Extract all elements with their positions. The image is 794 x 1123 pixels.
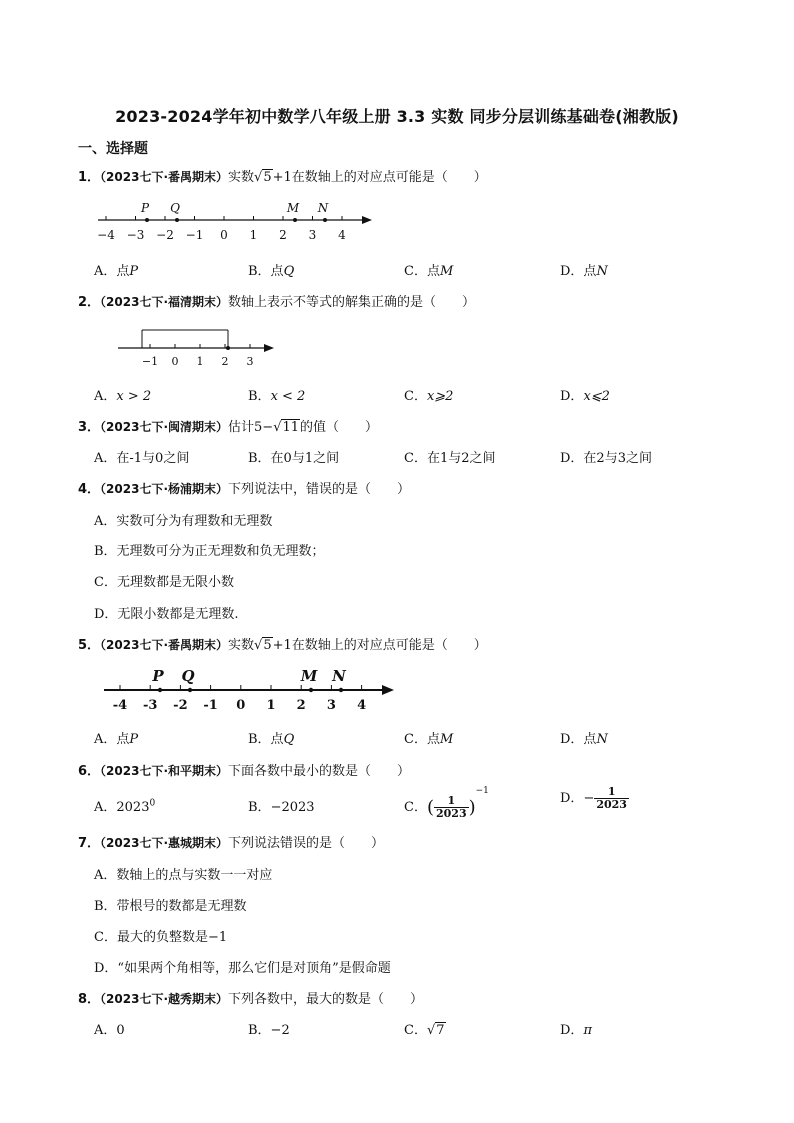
option-c[interactable] bbox=[404, 260, 453, 279]
question-text: 下列说法中，错误的是（ ） bbox=[228, 482, 411, 497]
option-value: N bbox=[596, 732, 608, 747]
option-label: C．点 bbox=[404, 264, 440, 279]
axis-tick-label: 3 bbox=[246, 355, 254, 368]
option-value: x⩾2 bbox=[426, 389, 454, 404]
option-a[interactable]: A．数轴上的点与实数一一对应 bbox=[94, 868, 273, 883]
option-label: C． bbox=[404, 800, 427, 815]
option-value: P bbox=[129, 732, 139, 747]
point-label: M bbox=[286, 201, 300, 215]
option-b[interactable]: B．带根号的数都是无理数 bbox=[94, 899, 247, 914]
option-a[interactable]: A．0 bbox=[94, 1023, 125, 1038]
option-label: B． bbox=[248, 389, 271, 404]
question-4 bbox=[78, 478, 410, 497]
question-number: 2． bbox=[78, 295, 101, 310]
question-1 bbox=[78, 166, 487, 185]
axis-tick-label: 2 bbox=[296, 698, 306, 713]
option-a[interactable]: A．在-1与0之间 bbox=[94, 451, 190, 466]
question-text: +1在数轴上的对应点可能是（ ） bbox=[272, 170, 487, 185]
option-value: −2023 bbox=[270, 800, 315, 815]
axis-tick-label: -1 bbox=[203, 698, 218, 713]
point-label: P bbox=[140, 201, 150, 215]
axis-tick-label: 0 bbox=[236, 698, 246, 713]
number-line-q5 bbox=[100, 664, 400, 714]
radicand: 7 bbox=[436, 1023, 445, 1038]
fraction-numerator: 1 bbox=[434, 795, 469, 808]
axis-tick-label: 1 bbox=[249, 228, 258, 242]
point-marker bbox=[188, 688, 192, 692]
axis-tick-label: 2 bbox=[279, 228, 287, 242]
option-label: D． bbox=[560, 1023, 584, 1038]
question-source: （2023七下·闽清期末） bbox=[100, 420, 229, 434]
option-b[interactable] bbox=[248, 385, 305, 404]
option-label: B． bbox=[248, 800, 271, 815]
question-number: 6． bbox=[78, 764, 101, 779]
axis-tick-label: 1 bbox=[266, 698, 276, 713]
fraction-denominator: 2023 bbox=[596, 798, 627, 811]
question-text: 下列说法错误的是（ ） bbox=[228, 836, 385, 851]
option-a[interactable] bbox=[94, 260, 138, 279]
axis-tick-label: 0 bbox=[220, 228, 228, 242]
option-value: x < 2 bbox=[270, 389, 306, 404]
option-c[interactable]: C．( $\frac{1}{2023}$ )$^{-1}$ bbox=[404, 786, 489, 820]
radicand: 5 bbox=[263, 170, 272, 185]
power-exponent: 0 bbox=[149, 798, 156, 809]
option-b[interactable] bbox=[248, 260, 294, 279]
option-label: D． bbox=[560, 389, 584, 404]
option-c[interactable]: C．最大的负整数是−1 bbox=[94, 930, 228, 945]
sqrt-symbol: √5 bbox=[254, 638, 272, 653]
point-marker bbox=[309, 688, 313, 692]
question-7 bbox=[78, 832, 384, 851]
option-c[interactable] bbox=[404, 1019, 446, 1038]
axis-tick-label: −1 bbox=[185, 228, 204, 242]
option-label: B．点 bbox=[248, 732, 284, 747]
axis-tick-label: 4 bbox=[338, 228, 346, 242]
question-source: （2023七下·杨浦期末） bbox=[100, 482, 229, 496]
question-text: 实数 bbox=[228, 170, 255, 185]
question-source: （2023七下·惠城期末） bbox=[100, 836, 229, 850]
minus-sign: − bbox=[583, 791, 595, 806]
option-b[interactable]: B．−2 bbox=[248, 1023, 290, 1038]
option-d[interactable]: D．“如果两个角相等，那么它们是对顶角”是假命题 bbox=[94, 961, 391, 976]
option-d[interactable] bbox=[560, 1019, 592, 1038]
option-label: B．点 bbox=[248, 264, 284, 279]
sqrt-symbol: √7 bbox=[426, 1023, 445, 1038]
question-6 bbox=[78, 760, 410, 779]
axis-tick-label: 1 bbox=[196, 355, 204, 368]
power-base: 2023 bbox=[116, 800, 150, 815]
option-d[interactable] bbox=[560, 786, 629, 811]
fraction bbox=[594, 786, 629, 811]
option-value: π bbox=[583, 1023, 592, 1038]
option-label: A． bbox=[94, 389, 117, 404]
axis-tick-label: 3 bbox=[308, 228, 317, 242]
question-source: （2023七下·番禺期末） bbox=[100, 638, 229, 652]
question-2 bbox=[78, 291, 475, 310]
question-8 bbox=[78, 988, 423, 1007]
option-label: C． bbox=[404, 1023, 427, 1038]
option-d[interactable] bbox=[560, 260, 608, 279]
question-number: 7． bbox=[78, 836, 101, 851]
option-label: D． bbox=[560, 791, 584, 806]
question-source: （2023七下·和平期末） bbox=[100, 764, 229, 778]
question-source: （2023七下·福清期末） bbox=[100, 295, 229, 309]
document-title: 2023-2024学年初中数学八年级上册 3.3 实数 同步分层训练基础卷(湘教版) bbox=[115, 107, 679, 126]
axis-tick-label: 0 bbox=[171, 355, 179, 368]
point-label: N bbox=[317, 201, 329, 215]
question-5 bbox=[78, 634, 487, 653]
question-text: 估计5− bbox=[228, 420, 274, 435]
option-b[interactable]: B．在0与1之间 bbox=[248, 451, 340, 466]
option-value: M bbox=[439, 732, 454, 747]
question-number: 3． bbox=[78, 420, 101, 435]
point-label: M bbox=[300, 667, 318, 685]
option-value: x > 2 bbox=[116, 389, 152, 404]
question-text: 下面各数中最小的数是（ ） bbox=[228, 764, 411, 779]
option-d[interactable]: D．无限小数都是无理数. bbox=[94, 607, 239, 622]
radicand: 5 bbox=[263, 638, 272, 653]
option-value: Q bbox=[283, 732, 295, 747]
question-number: 8． bbox=[78, 992, 101, 1007]
radicand: 11 bbox=[282, 420, 300, 435]
option-label: C．点 bbox=[404, 732, 440, 747]
question-number: 1． bbox=[78, 170, 101, 185]
sqrt-symbol: √11 bbox=[273, 420, 300, 435]
option-label: A．点 bbox=[94, 732, 130, 747]
fraction bbox=[434, 795, 469, 820]
option-value: x⩽2 bbox=[583, 389, 610, 404]
number-line-q1 bbox=[94, 198, 384, 248]
point-label: N bbox=[332, 667, 346, 685]
option-b[interactable] bbox=[248, 728, 294, 747]
option-a[interactable] bbox=[94, 796, 155, 815]
question-number: 4． bbox=[78, 482, 101, 497]
option-a[interactable]: A．实数可分为有理数和无理数 bbox=[94, 514, 273, 529]
option-d[interactable]: D．在2与3之间 bbox=[560, 451, 652, 466]
option-value: N bbox=[596, 264, 608, 279]
question-text: +1在数轴上的对应点可能是（ ） bbox=[272, 638, 487, 653]
option-label: D．点 bbox=[560, 732, 597, 747]
axis-tick-label: −3 bbox=[126, 228, 145, 242]
question-text: 数轴上表示不等式的解集正确的是（ ） bbox=[228, 295, 476, 310]
fraction-denominator: 2023 bbox=[435, 807, 467, 820]
point-marker bbox=[145, 218, 149, 222]
option-label: A．点 bbox=[94, 264, 130, 279]
axis-tick-label: -3 bbox=[142, 698, 158, 713]
point-label: Q bbox=[181, 667, 195, 685]
option-a[interactable] bbox=[94, 728, 138, 747]
axis-tick-label: 2 bbox=[221, 355, 229, 368]
option-d[interactable] bbox=[560, 385, 610, 404]
point-marker bbox=[323, 218, 327, 222]
point-marker bbox=[175, 218, 179, 222]
option-value: P bbox=[129, 264, 139, 279]
axis-tick-label: 4 bbox=[357, 698, 367, 713]
question-3 bbox=[78, 416, 378, 435]
fraction-numerator: 1 bbox=[594, 786, 629, 799]
option-c[interactable]: C．无理数都是无限小数 bbox=[94, 575, 234, 590]
question-text: 的值（ ） bbox=[300, 420, 379, 435]
question-source: （2023七下·越秀期末） bbox=[100, 992, 229, 1006]
option-label: A． bbox=[94, 800, 117, 815]
option-c[interactable] bbox=[404, 385, 453, 404]
power-exponent: −1 bbox=[475, 786, 489, 796]
option-value: Q bbox=[283, 264, 295, 279]
option-c[interactable]: C．在1与2之间 bbox=[404, 451, 496, 466]
number-line-q2 bbox=[116, 324, 280, 370]
option-c[interactable] bbox=[404, 728, 453, 747]
point-marker bbox=[293, 218, 297, 222]
option-b[interactable] bbox=[248, 796, 315, 815]
question-number: 5． bbox=[78, 638, 101, 653]
question-source: （2023七下·番禺期末） bbox=[100, 170, 229, 184]
question-text: 实数 bbox=[228, 638, 255, 653]
point-marker bbox=[339, 688, 343, 692]
axis-tick-label: −4 bbox=[97, 228, 115, 242]
point-label: P bbox=[152, 667, 164, 685]
axis-tick-label: −1 bbox=[141, 355, 159, 368]
point-label: Q bbox=[170, 201, 180, 215]
section-title: 一、选择题 bbox=[78, 141, 148, 157]
option-value: M bbox=[439, 264, 454, 279]
axis-tick-label: −2 bbox=[156, 228, 174, 242]
axis-tick-label: -4 bbox=[112, 698, 128, 713]
option-label: C． bbox=[404, 389, 427, 404]
option-label: D．点 bbox=[560, 264, 597, 279]
axis-tick-label: -2 bbox=[173, 698, 188, 713]
option-a[interactable] bbox=[94, 385, 151, 404]
point-marker bbox=[158, 688, 162, 692]
question-text: 下列各数中，最大的数是（ ） bbox=[228, 992, 424, 1007]
option-d[interactable] bbox=[560, 728, 608, 747]
option-b[interactable]: B．无理数可分为正无理数和负无理数； bbox=[94, 544, 325, 559]
axis-tick-label: 3 bbox=[326, 698, 336, 713]
sqrt-symbol: √5 bbox=[254, 170, 272, 185]
